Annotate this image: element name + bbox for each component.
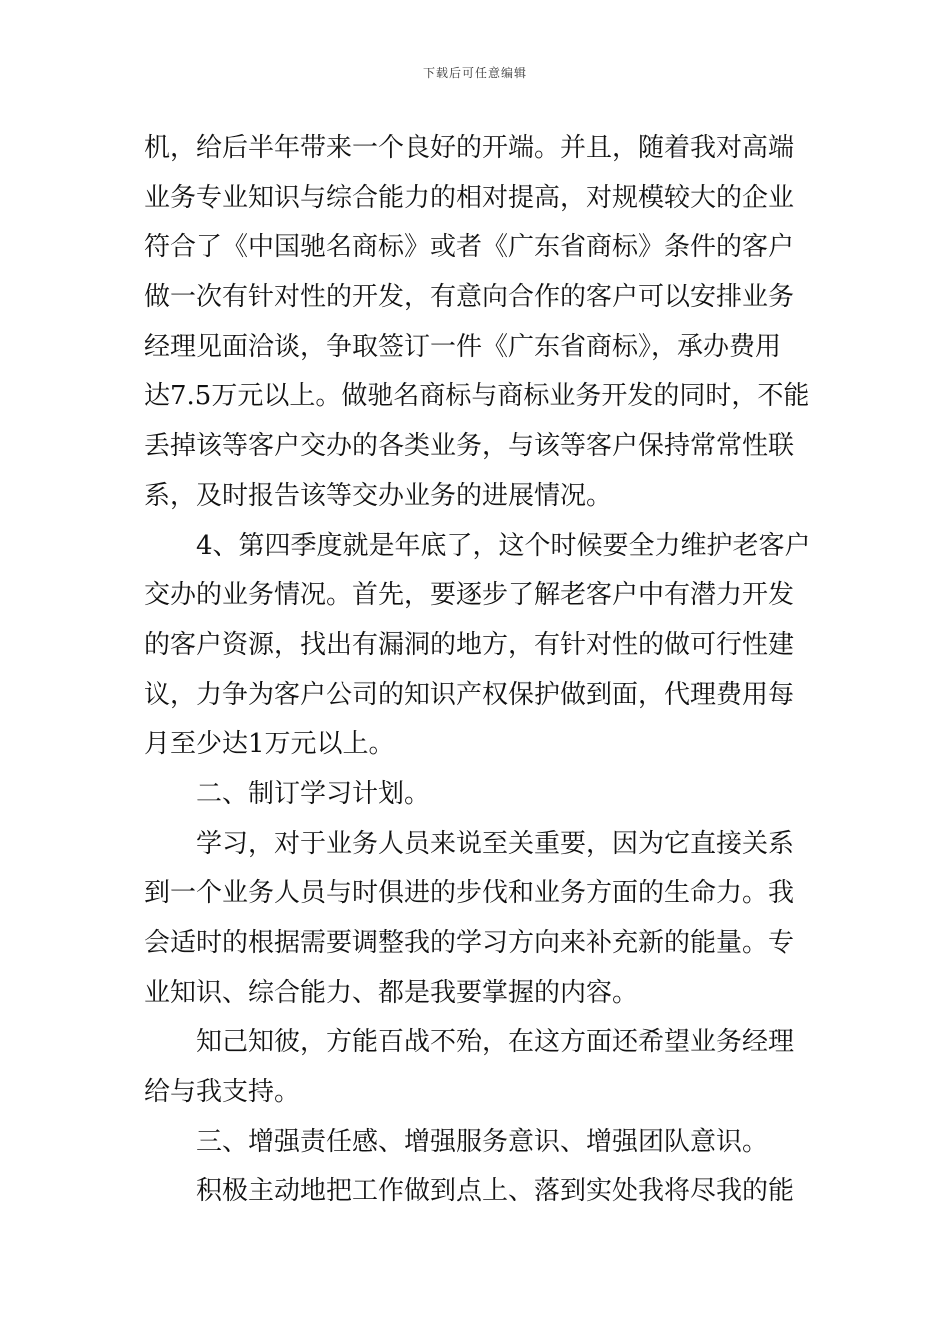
- text-line: 的客户资源，找出有漏洞的地方，有针对性的做可行性建: [144, 629, 795, 660]
- section-heading: 三、增强责任感、增强服务意识、增强团队意识。: [196, 1126, 769, 1157]
- text-line: 经理见面洽谈，争取签订一件《广东省商标》，承办费用: [144, 331, 782, 362]
- text-line: 到一个业务人员与时俱进的步伐和业务方面的生命力。我: [144, 878, 795, 909]
- text-line: 给与我支持。: [144, 1077, 301, 1108]
- paragraph-start-line: 知己知彼，方能百战不殆，在这方面还希望业务经理: [196, 1027, 795, 1058]
- text-line: 月至少达1万元以上。: [144, 729, 395, 760]
- paragraph-start-line: 积极主动地把工作做到点上、落到实处我将尽我的能: [196, 1176, 795, 1207]
- text-line: 达7.5万元以上。做驰名商标与商标业务开发的同时，不能: [144, 381, 810, 412]
- text-line: 议，力争为客户公司的知识产权保护做到面，代理费用每: [144, 679, 795, 710]
- section-heading: 二、制订学习计划。: [196, 778, 431, 809]
- paragraph-start-line: 4、第四季度就是年底了，这个时候要全力维护老客户: [196, 530, 811, 561]
- text-line: 业知识、综合能力、都是我要掌握的内容。: [144, 977, 639, 1008]
- document-body: [144, 124, 810, 1217]
- text-line: 符合了《中国驰名商标》或者《广东省商标》条件的客户: [144, 232, 795, 263]
- text-line: 机，给后半年带来一个良好的开端。并且，随着我对高端: [144, 133, 795, 163]
- text-line: 做一次有针对性的开发，有意向合作的客户可以安排业务: [144, 282, 795, 313]
- text-line: 丢掉该等客户交办的各类业务，与该等客户保持常常性联: [144, 431, 795, 462]
- text-line: 系，及时报告该等交办业务的进展情况。: [144, 480, 613, 511]
- paragraph-start-line: 学习，对于业务人员来说至关重要，因为它直接关系: [196, 828, 795, 859]
- text-line: 交办的业务情况。首先，要逐步了解老客户中有潜力开发: [144, 580, 795, 611]
- text-line: 业务专业知识与综合能力的相对提高，对规模较大的企业: [144, 182, 795, 213]
- page-header: 下载后可任意编辑: [422, 66, 527, 80]
- text-line: 会适时的根据需要调整我的学习方向来补充新的能量。专: [144, 928, 795, 958]
